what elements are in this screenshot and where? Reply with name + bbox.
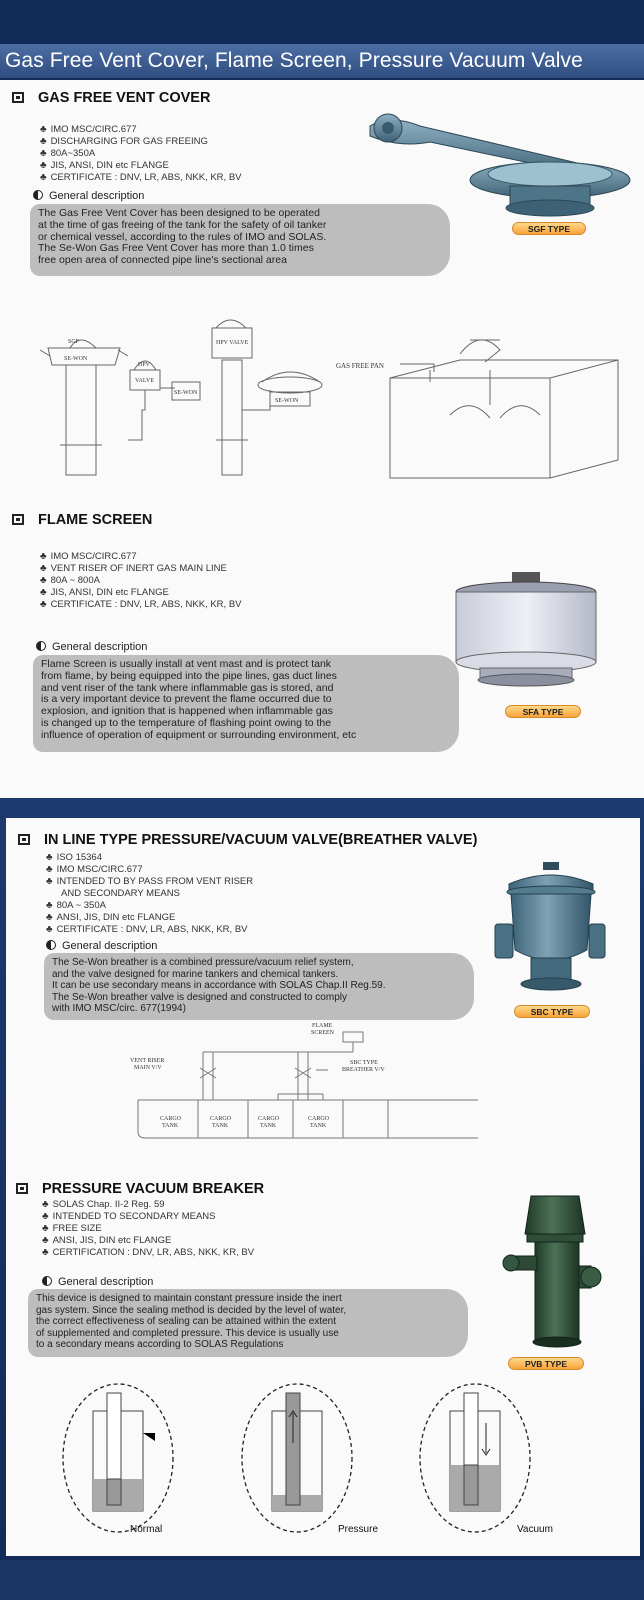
diagram-label-breather-vv: BREATHER V/V (342, 1067, 385, 1073)
type-badge-sgf: SGF TYPE (512, 222, 586, 235)
description-line: This device is designed to maintain constant pressure inside the inert (36, 1293, 342, 1304)
spec-text: INTENDED TO BY PASS FROM VENT RISER (56, 876, 254, 887)
spec-item (42, 1223, 254, 1235)
half-circle-icon (36, 641, 46, 651)
diagram-label-hpv: HPV (138, 362, 151, 368)
spec-item (42, 1247, 254, 1259)
square-bullet-icon (12, 514, 24, 525)
spec-text: JIS, ANSI, DIN etc FLANGE (50, 587, 169, 598)
sbc-breather-valve-image (495, 862, 605, 998)
pressure-state-diagram (242, 1384, 352, 1532)
description-line: the correct effectiveness of sealing can be attained within the extent (36, 1316, 336, 1328)
diagram-label-sewon: SE-WON (275, 398, 299, 404)
general-description-label (42, 1276, 153, 1288)
club-bullet-icon: ♣ (42, 1211, 49, 1222)
club-bullet-icon: ♣ (40, 599, 47, 610)
description-line: and the valve designed for marine tankers and chemical tankers. (52, 968, 339, 980)
type-badge-sfa: SFA TYPE (505, 705, 581, 718)
diagram-label-sgf: SGF (68, 339, 80, 345)
spec-text: IMO MSC/CIRC.677 (50, 124, 137, 135)
description-line: The Se-Won Gas Free Vent Cover has more than 1.0 times (38, 242, 314, 255)
spec-item (46, 888, 253, 900)
spec-text: CERTIFICATE : DNV, LR, ABS, NKK, KR, BV (50, 172, 242, 183)
square-bullet-icon (16, 1183, 28, 1194)
spec-text: SOLAS Chap. II-2 Reg. 59 (52, 1199, 165, 1210)
half-circle-icon (46, 940, 56, 950)
spec-list-inline (46, 852, 253, 936)
spec-text: CERTIFICATE : DNV, LR, ABS, NKK, KR, BV (56, 924, 248, 935)
square-bullet-icon (12, 92, 24, 103)
club-bullet-icon: ♣ (40, 148, 47, 159)
section-heading-flame (12, 512, 152, 528)
square-bullet-icon (18, 834, 30, 845)
diagram-label-sbc-type: SBC TYPE (350, 1060, 378, 1066)
tank-label: CARGO (308, 1116, 330, 1122)
description-line: from flame, by being equipped into the pipe lines, gas duct lines (41, 669, 337, 682)
sfa-flame-screen-image (450, 572, 600, 690)
breaker-states-diagram (60, 1383, 530, 1538)
description-line: or chemical vessel, according to the rules of IMO and SOLAS. (38, 230, 327, 243)
tank-label: TANK (162, 1123, 179, 1129)
spec-text: FREE SIZE (52, 1223, 102, 1234)
description-line: is changed up to the temperature of flashing point owing to the (41, 716, 332, 729)
spec-text: INTENDED TO SECONDARY MEANS (52, 1211, 216, 1222)
spec-text: AND SECONDARY MEANS (61, 888, 180, 899)
diagram-label-flame: FLAME (312, 1023, 333, 1029)
spec-text: 80A~350A (50, 148, 96, 159)
diagram-label-valve: VALVE (135, 378, 155, 384)
club-bullet-icon: ♣ (40, 587, 47, 598)
spec-item (40, 563, 242, 575)
normal-state-diagram (63, 1384, 173, 1532)
label-text: General description (49, 190, 145, 202)
type-badge-sbc: SBC TYPE (514, 1005, 590, 1018)
spec-item (46, 924, 253, 936)
description-line: free open area of connected pipe line's sectional area (38, 254, 287, 267)
sgf-vent-cover-image (360, 108, 630, 218)
bottom-band (0, 1560, 644, 1600)
state-caption-vacuum: Vacuum (517, 1524, 553, 1535)
tank-label: CARGO (160, 1116, 182, 1122)
heading-text: IN LINE TYPE PRESSURE/VACUUM VALVE(BREATHER VALVE) (44, 832, 478, 848)
tank-label: CARGO (258, 1116, 280, 1122)
spec-item (46, 864, 253, 876)
description-box-breaker (28, 1289, 468, 1357)
spec-item (46, 876, 253, 888)
spec-item (40, 148, 242, 160)
description-line: with IMO MSC/circ. 677(1994) (52, 1003, 186, 1014)
club-bullet-icon: ♣ (42, 1223, 49, 1234)
label-text: General description (62, 940, 158, 952)
diagram-label-main-vv: MAIN V/V (134, 1065, 162, 1071)
tank-label: TANK (310, 1123, 327, 1129)
spec-text: 80A ~ 350A (56, 900, 106, 911)
description-box-flame (33, 655, 459, 752)
cargo-tank-vent-diagram (128, 1023, 488, 1140)
spec-text: ANSI, JIS, DIN etc FLANGE (56, 912, 176, 923)
spec-item (40, 599, 242, 611)
state-caption-normal: Normal (130, 1524, 163, 1535)
description-line: is a very important device to prevent the flame occurred due to (41, 693, 332, 706)
description-line: influence of operation of equipment or surrounding environment, etc (41, 728, 357, 741)
spec-item (42, 1211, 254, 1223)
spec-text: CERTIFICATE : DNV, LR, ABS, NKK, KR, BV (50, 599, 242, 610)
section-heading-breaker (16, 1181, 264, 1197)
description-line: of supplemented and completed pressure. This device is usually use (36, 1327, 339, 1339)
description-line: at the time of gas freeing of the tank for the safety of oil tanker (38, 218, 327, 231)
description-line: gas system. Since the sealing method is decided by the level of water, (36, 1304, 347, 1316)
club-bullet-icon: ♣ (40, 575, 47, 586)
heading-text: FLAME SCREEN (38, 512, 153, 528)
description-line: to a secondary means according to SOLAS Regulations (36, 1339, 284, 1351)
spec-text: ISO 15364 (56, 852, 102, 863)
spec-list-breaker (42, 1199, 254, 1259)
description-box-inline (44, 953, 474, 1020)
spec-text: CERTIFICATION : DNV, LR, ABS, NKK, KR, BV (52, 1247, 255, 1258)
heading-text: PRESSURE VACUUM BREAKER (42, 1181, 265, 1197)
club-bullet-icon: ♣ (40, 563, 47, 574)
club-bullet-icon: ♣ (40, 160, 47, 171)
spec-item (40, 124, 242, 136)
section-heading-gas-free (12, 90, 210, 106)
state-caption-pressure: Pressure (338, 1524, 379, 1535)
diagram-label-gas-free-pan: GAS FREE PAN (336, 362, 384, 370)
spec-list-flame (40, 551, 242, 611)
spec-item (46, 900, 253, 912)
spec-item (46, 852, 253, 864)
diagram-label-sewon: SE-WON (174, 390, 198, 396)
club-bullet-icon: ♣ (42, 1247, 49, 1258)
club-bullet-icon: ♣ (40, 124, 47, 135)
description-line: Flame Screen is usually install at vent mast and is protect tank (41, 658, 332, 670)
spec-item (40, 172, 242, 184)
type-badge-pvb: PVB TYPE (508, 1357, 584, 1370)
description-line: explosion, and ignition that is happened when inflammable gas (41, 705, 333, 718)
section-heading-inline (18, 832, 477, 848)
general-description-label (46, 940, 157, 952)
tank-label: TANK (260, 1123, 277, 1129)
diagram-label-screen: SCREEN (311, 1030, 335, 1036)
description-line: The Gas Free Vent Cover has been designed to be operated (38, 207, 320, 219)
club-bullet-icon: ♣ (46, 852, 53, 863)
spec-text: IMO MSC/CIRC.677 (50, 551, 137, 562)
spec-item (40, 160, 242, 172)
description-line: The Se-Won breather valve is designed and constructed to comply (52, 991, 347, 1003)
club-bullet-icon: ♣ (46, 912, 53, 923)
description-line: The Se-Won breather is a combined pressure/vacuum relief system, (52, 957, 354, 968)
tank-label: TANK (212, 1123, 229, 1129)
spec-list-gas-free (40, 124, 242, 184)
club-bullet-icon: ♣ (46, 876, 53, 887)
vacuum-state-diagram (420, 1384, 530, 1532)
spec-item (42, 1199, 254, 1211)
spec-text: DISCHARGING FOR GAS FREEING (50, 136, 208, 147)
club-bullet-icon: ♣ (40, 551, 47, 562)
spec-item (40, 587, 242, 599)
description-line: It can be use secondary means in accordance with SOLAS Chap.II Reg.59. (52, 980, 386, 991)
spec-item (40, 551, 242, 563)
description-line: and vent riser of the tank where inflammable gas is stored, and (41, 681, 334, 694)
half-circle-icon (42, 1276, 52, 1286)
general-description-label (36, 641, 147, 653)
spec-item (40, 136, 242, 148)
tank-label: CARGO (210, 1116, 232, 1122)
heading-text: GAS FREE VENT COVER (38, 90, 211, 106)
spec-text: JIS, ANSI, DIN etc FLANGE (50, 160, 169, 171)
diagram-label-vent-riser: VENT RISER (130, 1058, 165, 1064)
spec-text: ANSI, JIS, DIN etc FLANGE (52, 1235, 172, 1246)
club-bullet-icon: ♣ (46, 864, 53, 875)
label-text: General description (58, 1276, 154, 1288)
spec-text: VENT RISER OF INERT GAS MAIN LINE (50, 563, 227, 574)
spec-item (46, 912, 253, 924)
diagram-label-hpv-valve: HPV VALVE (216, 340, 249, 346)
diagram-label-sewon: SE-WON (64, 356, 88, 362)
spec-item (40, 575, 242, 587)
pvb-breaker-image (505, 1190, 605, 1350)
club-bullet-icon: ♣ (40, 136, 47, 147)
spec-text: IMO MSC/CIRC.677 (56, 864, 143, 875)
club-bullet-icon: ♣ (46, 924, 53, 935)
label-text: General description (52, 641, 148, 653)
club-bullet-icon: ♣ (40, 172, 47, 183)
gas-free-installation-diagram (30, 310, 630, 480)
club-bullet-icon: ♣ (42, 1235, 49, 1246)
club-bullet-icon: ♣ (42, 1199, 49, 1210)
spec-item (42, 1235, 254, 1247)
club-bullet-icon: ♣ (46, 900, 53, 911)
general-description-label (33, 190, 144, 202)
page-title: Gas Free Vent Cover, Flame Screen, Pressure Vacuum Valve (0, 44, 644, 78)
spec-text: 80A ~ 800A (50, 575, 100, 586)
half-circle-icon (33, 190, 43, 200)
